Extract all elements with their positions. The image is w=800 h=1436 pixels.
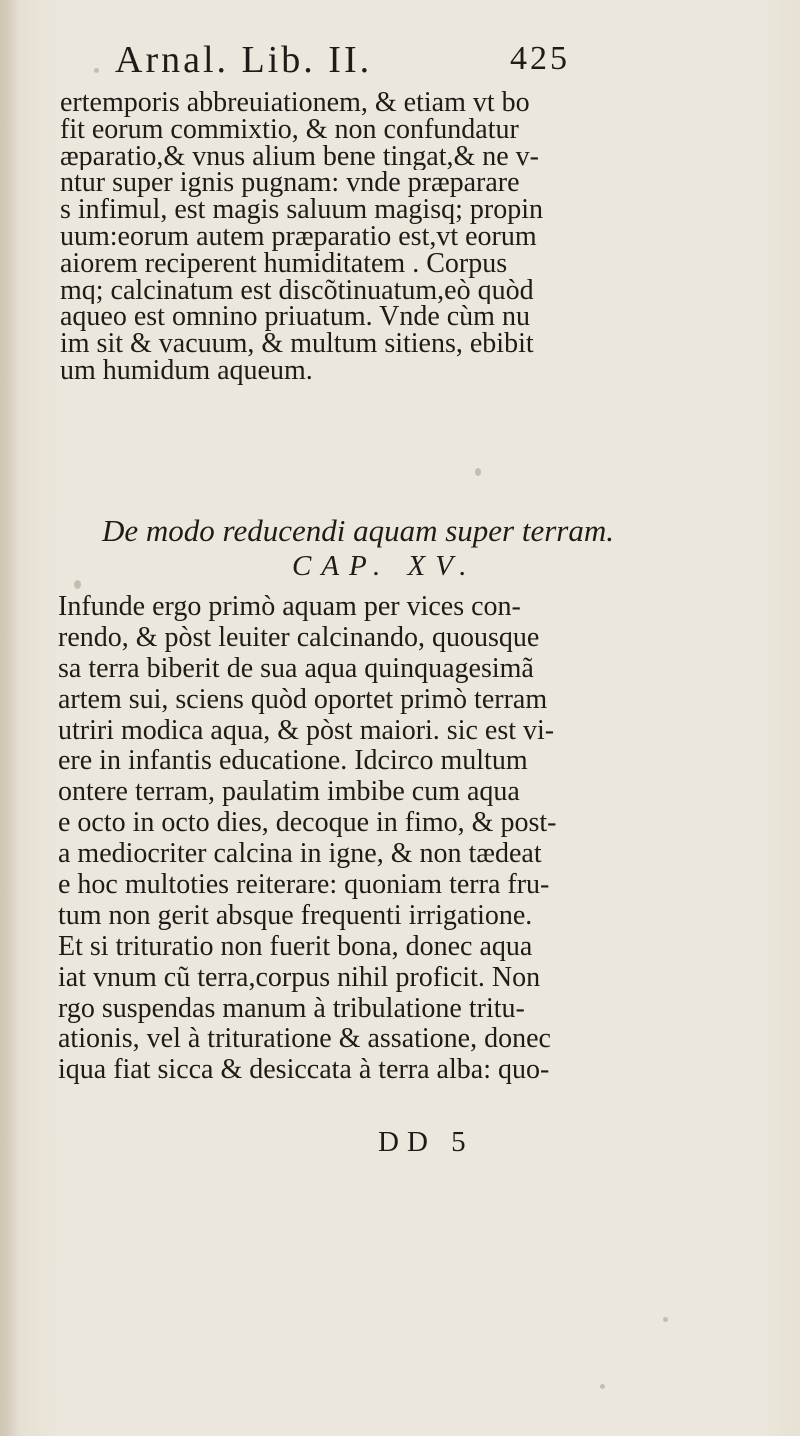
text-line: ertemporis abbreuiationem, & etiam vt bo: [60, 90, 530, 117]
paper-spot: [663, 1317, 668, 1322]
text-line: iqua fiat sicca & desiccata à terra alba: quo-: [58, 1055, 550, 1086]
paper-spot: [600, 1384, 605, 1389]
text-line: æparatio,& vnus alium bene tingat,& ne v-: [60, 143, 540, 171]
text-line: e octo in octo dies, decoque in fimo, & post-: [58, 808, 557, 839]
page-number: 425: [510, 40, 570, 77]
text-line: aiorem reciperent humiditatem . Corpus: [60, 250, 508, 278]
text-line: sa terra biberit de sua aqua quinquagesimã: [58, 653, 534, 684]
signature-mark: DD 5: [378, 1126, 474, 1158]
text-line: im sit & vacuum, & multum sitiens, ebibit: [60, 331, 534, 358]
running-head: [115, 38, 635, 82]
text-line: mq; calcinatum est discõtinuatum,eò quòd: [60, 277, 534, 305]
text-line: tum non gerit absque frequenti irrigatione.: [58, 900, 533, 931]
text-line: uum:eorum autem præparatio est,vt eorum: [60, 223, 537, 251]
text-line: a mediocriter calcina in igne, & non tædeat: [58, 839, 542, 870]
text-line: artem sui, sciens quòd oportet primò terram: [58, 684, 548, 715]
text-line: um humidum aqueum.: [60, 357, 313, 385]
text-line: Infunde ergo primò aquam per vices con-: [58, 592, 521, 622]
running-head-title: Arnal. Lib. II.: [115, 39, 373, 81]
page-gutter-shadow: [0, 0, 18, 1436]
paper-spot: [74, 580, 81, 589]
paper-spot: [94, 68, 99, 73]
paper-spot: [475, 468, 481, 476]
chapter-title: De modo reducendi aquam super terram.: [102, 513, 614, 548]
text-line: iat vnum cũ terra,corpus nihil proficit. Non: [58, 962, 541, 993]
text-line: ntur super ignis pugnam: vnde præparare: [60, 170, 520, 198]
text-line: rgo suspendas manum à tribulatione tritu-: [58, 993, 525, 1024]
text-line: ere in infantis educatione. Idcirco multum: [58, 746, 528, 777]
text-line: Et si trituratio non fuerit bona, donec aqua: [58, 931, 533, 962]
text-line: rendo, & pòst leuiter calcinando, quousque: [58, 622, 540, 653]
chapter-number: CAP. XV.: [292, 550, 477, 582]
paragraph-1: [60, 90, 785, 385]
text-line: aqueo est omnino priuatum. Vnde cùm nu: [60, 304, 530, 332]
text-line: ontere terram, paulatim imbibe cum aqua: [58, 777, 520, 808]
text-line: s infimul, est magis saluum magisq; propin: [60, 197, 543, 224]
text-line: e hoc multoties reiterare: quoniam terra fru-: [58, 870, 550, 901]
text-line: utriri modica aqua, & pòst maiori. sic est vi-: [58, 715, 555, 746]
text-line: ationis, vel à trituratione & assatione, donec: [58, 1024, 551, 1055]
text-line: fit eorum commixtio, & non confundatur: [60, 116, 519, 144]
paragraph-2: [58, 592, 788, 1086]
